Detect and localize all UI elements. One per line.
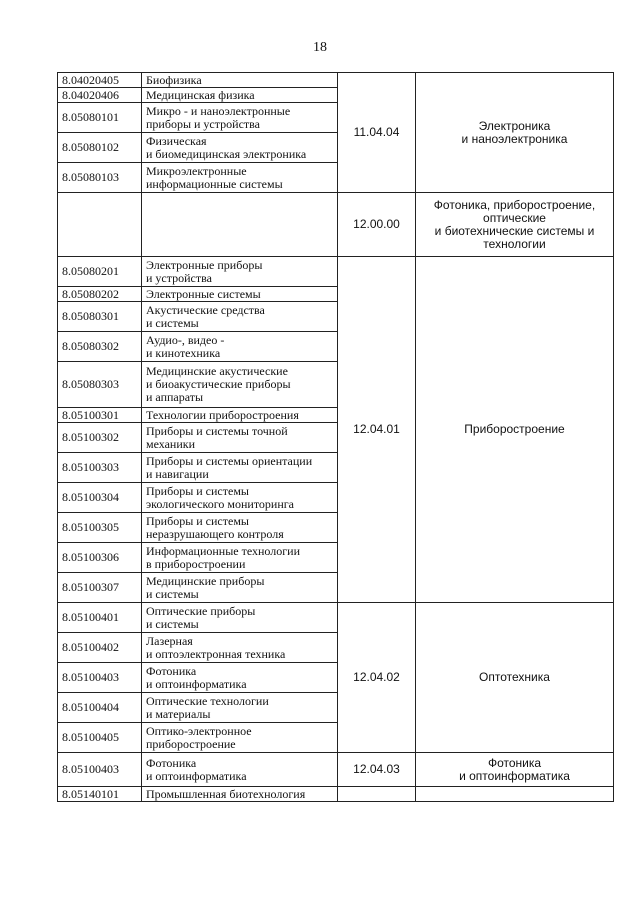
old-code: 8.05140101 [58,787,142,802]
specialty-correspondence-table [57,72,614,802]
old-name: Приборы и системы ориентации и навигации [142,453,338,483]
old-name: Приборы и системы точной механики [142,423,338,453]
table-row [58,257,614,287]
new-direction: Оптотехника [416,603,614,753]
new-code: 12.00.00 [338,193,416,257]
old-code: 8.05080303 [58,362,142,408]
old-code: 8.05100305 [58,513,142,543]
table-row [58,603,614,633]
old-name: Приборы и системы экологического мониторинга [142,483,338,513]
old-name: Физическая и биомедицинская электроника [142,133,338,163]
old-code: 8.05100403 [58,753,142,787]
old-code: 8.05100404 [58,693,142,723]
old-name: Оптические технологии и материалы [142,693,338,723]
new-code [338,787,416,802]
old-name: Акустические средства и системы [142,302,338,332]
old-name [142,193,338,257]
new-code: 12.04.01 [338,257,416,603]
old-code: 8.05100303 [58,453,142,483]
old-code: 8.05100402 [58,633,142,663]
old-name: Медицинские акустические и биоакустические приборы и аппараты [142,362,338,408]
old-code: 8.05080302 [58,332,142,362]
old-name: Аудио-, видео - и кинотехника [142,332,338,362]
old-name: Информационные технологии в приборостроении [142,543,338,573]
old-code: 8.05100307 [58,573,142,603]
new-direction [416,787,614,802]
old-name: Приборы и системы неразрушающего контроля [142,513,338,543]
new-code: 12.04.02 [338,603,416,753]
old-code: 8.05080201 [58,257,142,287]
old-name: Технологии приборостроения [142,408,338,423]
old-name: Микроэлектронные информационные системы [142,163,338,193]
new-code: 12.04.03 [338,753,416,787]
old-code: 8.05100301 [58,408,142,423]
new-direction: Приборостроение [416,257,614,603]
table-row [58,753,614,787]
old-name: Лазерная и оптоэлектронная техника [142,633,338,663]
old-code: 8.05080103 [58,163,142,193]
old-code: 8.05100302 [58,423,142,453]
old-code: 8.05080101 [58,103,142,133]
old-code: 8.05100401 [58,603,142,633]
old-code: 8.05100403 [58,663,142,693]
new-direction: Электроника и наноэлектроника [416,73,614,193]
old-code: 8.05100306 [58,543,142,573]
old-name: Оптические приборы и системы [142,603,338,633]
old-code: 8.05080202 [58,287,142,302]
new-direction: Фотоника и оптоинформатика [416,753,614,787]
old-name: Электронные приборы и устройства [142,257,338,287]
old-code: 8.05080102 [58,133,142,163]
old-code: 8.05100405 [58,723,142,753]
old-code: 8.05080301 [58,302,142,332]
new-direction: Фотоника, приборостроение, оптические и биотехнические системы и технологии [416,193,614,257]
old-code: 8.04020406 [58,88,142,103]
old-name: Оптико-электронное приборостроение [142,723,338,753]
old-name: Промышленная биотехнология [142,787,338,802]
table-row [58,787,614,802]
old-code: 8.05100304 [58,483,142,513]
old-name: Фотоника и оптоинформатика [142,663,338,693]
old-name: Биофизика [142,73,338,88]
old-code: 8.04020405 [58,73,142,88]
table-row [58,73,614,88]
old-name: Медицинские приборы и системы [142,573,338,603]
old-name: Микро - и наноэлектронные приборы и устройства [142,103,338,133]
old-name: Фотоника и оптоинформатика [142,753,338,787]
page-number: 18 [313,40,327,55]
old-name: Электронные системы [142,287,338,302]
old-code [58,193,142,257]
table-row [58,193,614,257]
old-name: Медицинская физика [142,88,338,103]
new-code: 11.04.04 [338,73,416,193]
